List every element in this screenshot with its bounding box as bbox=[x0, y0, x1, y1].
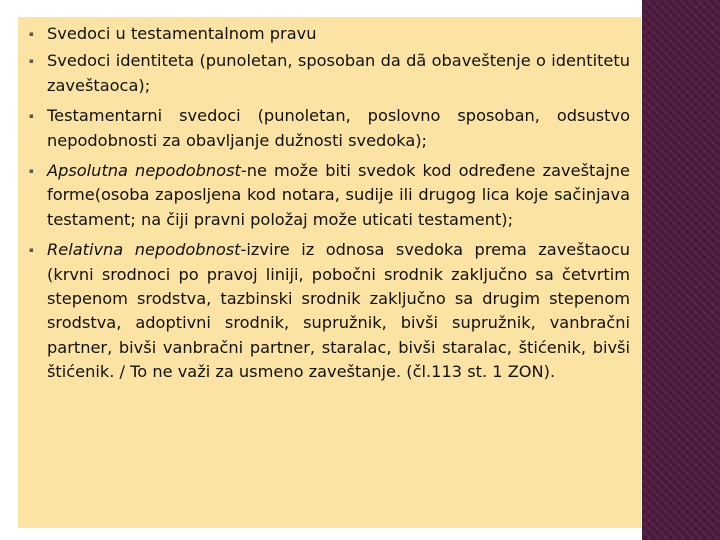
bullet-text bbox=[47, 49, 630, 98]
bullet-description: (punoletan, poslovno sposoban, odsustvo nepodobnosti za obavljanje dužnosti svedoka); bbox=[47, 106, 631, 150]
slide-heading: Svedoci u testamentalnom pravu bbox=[47, 24, 317, 43]
bullet-marker-icon: ▪ bbox=[29, 57, 34, 66]
bullet-description: (punoletan, sposoban da dã obaveštenje o identitetu zaveštaoca); bbox=[47, 51, 630, 95]
bullet-testamentarni-svedoci bbox=[28, 104, 630, 153]
bullet-heading bbox=[28, 22, 630, 46]
slide-content bbox=[28, 22, 630, 385]
bullet-description: -izvire iz odnosa svedoka prema zaveštaocu (krvni srodnoci po pravoj liniji, pobočni srodnik zaključno sa četvrtim stepenom srodstva, tazbinski srodnik zaključno sa drugim stepenom srodstva, adoptivni srodnik, supružnik, bivši supružnik, vanbračni partner, bivši vanbračni partner, staralac, bivši staralac, štićenik, bivši štićenik. / To ne važi za usmeno zaveštanje. (čl.113 st. 1 ZON). bbox=[47, 240, 630, 382]
bullet-description: -ne može biti svedok kod određene zaveštajne forme(osoba zaposljena kod notara, sudije ili drugog lica koje sačinjava testament; na čiji pravni položaj može uticati testament); bbox=[47, 161, 630, 229]
bullet-term: Svedoci identiteta bbox=[47, 51, 195, 71]
bullet-svedoci-identiteta bbox=[28, 49, 630, 98]
bullet-marker-icon: ▪ bbox=[29, 112, 34, 121]
bullet-term: Relativna nepodobnost bbox=[47, 240, 241, 260]
bullet-text bbox=[47, 104, 630, 153]
bullet-marker-icon: ▪ bbox=[29, 167, 34, 176]
bullet-text bbox=[47, 238, 630, 384]
bullet-relativna-nepodobnost bbox=[28, 238, 630, 384]
bullet-text bbox=[47, 159, 630, 232]
bullet-apsolutna-nepodobnost bbox=[28, 159, 630, 232]
bullet-marker-icon: ▪ bbox=[29, 246, 34, 255]
bullet-marker-icon: ▪ bbox=[29, 30, 34, 38]
bullet-term: Apsolutna nepodobnost bbox=[47, 161, 241, 181]
decorative-side-band bbox=[642, 0, 720, 540]
bullet-term: Testamentarni svedoci bbox=[47, 106, 241, 126]
